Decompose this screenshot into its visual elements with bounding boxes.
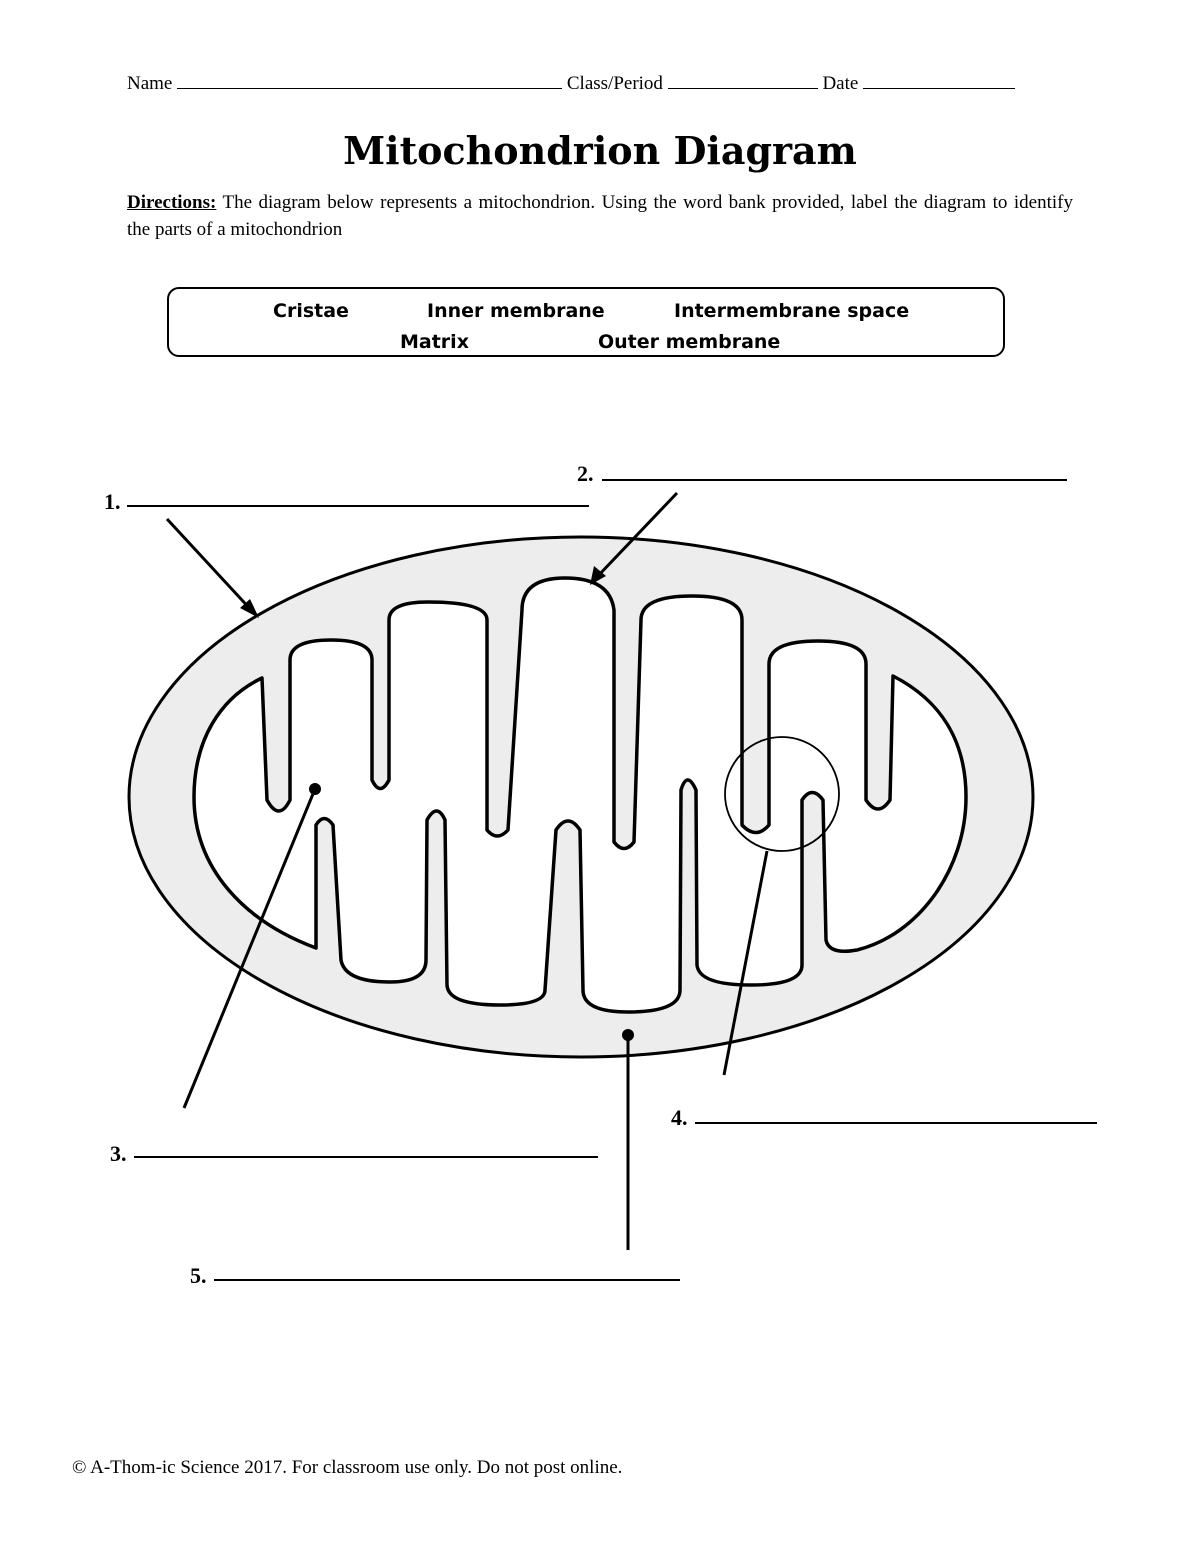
word-bank-term: Cristae (273, 300, 349, 322)
answer-line-2[interactable] (602, 479, 1067, 481)
answer-line-5[interactable] (214, 1279, 680, 1281)
directions-lead: Directions: (127, 192, 217, 213)
label-number-3: 3. (110, 1141, 127, 1166)
word-bank-term: Inner membrane (427, 300, 605, 322)
name-label: Name (127, 73, 173, 94)
label-number-5: 5. (190, 1263, 207, 1288)
class-period-label: Class/Period (566, 73, 663, 94)
date-label: Date (822, 73, 859, 94)
word-bank-term: Intermembrane space (674, 300, 910, 322)
word-bank-term: Matrix (400, 331, 469, 353)
copyright-footer: © A-Thom-ic Science 2017. For classroom use only. Do not post online. (72, 1457, 623, 1478)
page-title: Mitochondrion Diagram (343, 128, 857, 173)
label-number-4: 4. (671, 1105, 688, 1130)
word-bank-term: Outer membrane (598, 331, 781, 353)
pointer-5-dot (622, 1029, 634, 1041)
label-number-2: 2. (577, 461, 594, 486)
answer-line-3[interactable] (134, 1156, 598, 1158)
directions-text: The diagram below represents a mitochondrion. Using the word bank provided, label the diagram to identify the parts of a mitochondrion (127, 192, 1073, 240)
answer-line-1[interactable] (127, 505, 589, 507)
label-number-1: 1. (104, 489, 121, 514)
answer-line-4[interactable] (695, 1122, 1097, 1124)
pointer-3-dot (309, 783, 321, 795)
pointer-1-line (167, 519, 253, 612)
